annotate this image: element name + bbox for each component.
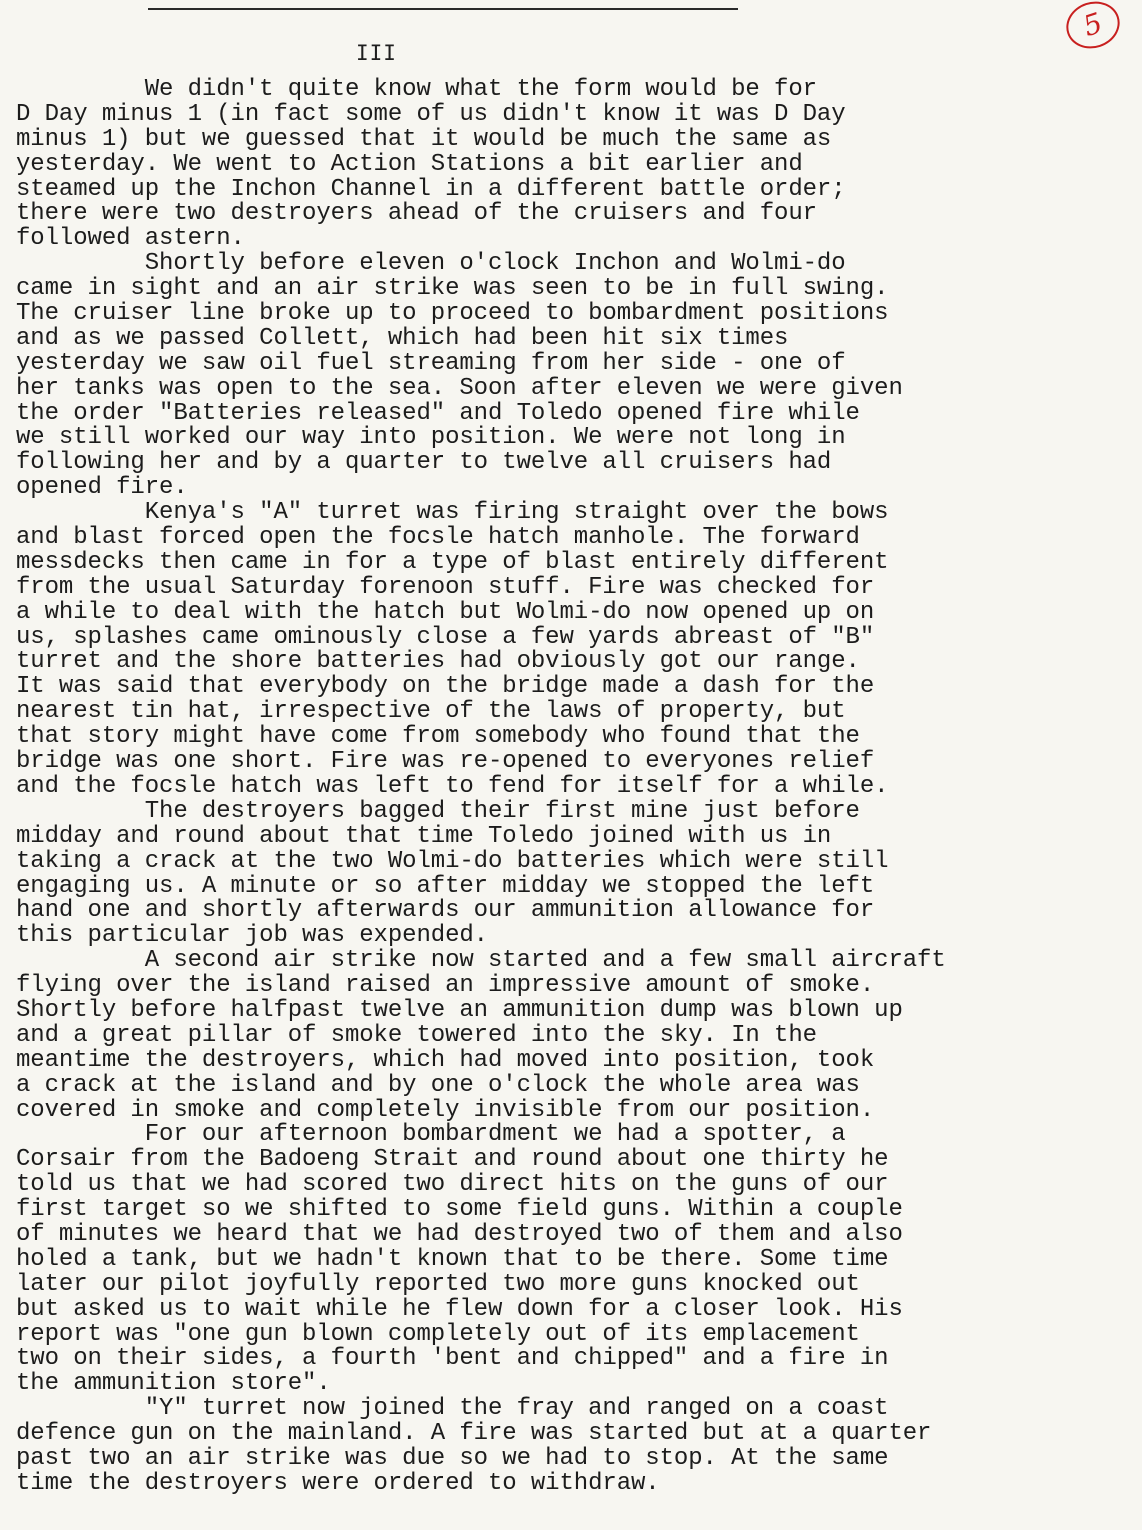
text-line: turret and the shore batteries had obviously got our range. bbox=[16, 648, 860, 676]
section-heading: III bbox=[356, 41, 397, 65]
text-line: and a great pillar of smoke towered into the sky. In the bbox=[16, 1021, 817, 1049]
text-line: We didn't quite know what the form would be for bbox=[16, 76, 817, 103]
text-line: and blast forced open the focsle hatch manhole. The forward bbox=[16, 524, 860, 552]
text-line: a while to deal with the hatch but Wolmi-do now opened up on bbox=[16, 598, 875, 626]
text-line: there were two destroyers ahead of the cruisers and four bbox=[16, 200, 817, 228]
text-line: bridge was one short. Fire was re-opened to everyones relief bbox=[16, 748, 875, 776]
text-line: us, splashes came ominously close a few yards abreast of "B" bbox=[16, 623, 875, 651]
text-line: from the usual Saturday forenoon stuff. Fire was checked for bbox=[16, 573, 875, 601]
text-line: the order "Batteries released" and Toledo opened fire while bbox=[16, 399, 860, 427]
text-line: Kenya's "A" turret was firing straight over the bows bbox=[16, 499, 889, 527]
text-line: covered in smoke and completely invisible from our position. bbox=[16, 1096, 875, 1124]
text-line: told us that we had scored two direct hits on the guns of our bbox=[16, 1171, 889, 1199]
text-line: yesterday we saw oil fuel streaming from her side - one of bbox=[16, 349, 846, 377]
text-line: messdecks then came in for a type of blast entirely different bbox=[16, 548, 889, 576]
text-line: this particular job was expended. bbox=[16, 922, 488, 950]
text-line: Shortly before eleven o'clock Inchon and Wolmi-do bbox=[16, 250, 846, 278]
text-line: later our pilot joyfully reported two more guns knocked out bbox=[16, 1270, 860, 1298]
text-line: but asked us to wait while he flew down for a closer look. His bbox=[16, 1295, 903, 1323]
text-line: came in sight and an air strike was seen to be in full swing. bbox=[16, 275, 889, 303]
text-line: flying over the island raised an impressive amount of smoke. bbox=[16, 972, 875, 1000]
text-line: yesterday. We went to Action Stations a bit earlier and bbox=[16, 150, 803, 178]
text-line: first target so we shifted to some field guns. Within a couple bbox=[16, 1196, 903, 1224]
text-line: a crack at the island and by one o'clock the whole area was bbox=[16, 1071, 860, 1099]
text-line: D Day minus 1 (in fact some of us didn't know it was D Day bbox=[16, 100, 846, 128]
text-line: taking a crack at the two Wolmi-do batteries which were still bbox=[16, 847, 889, 875]
text-line: midday and round about that time Toledo joined with us in bbox=[16, 822, 832, 850]
text-line: we still worked our way into position. We were not long in bbox=[16, 424, 846, 452]
text-line: that story might have come from somebody who found that the bbox=[16, 723, 860, 751]
text-line: and the focsle hatch was left to fend for itself for a while. bbox=[16, 772, 889, 800]
text-line: nearest tin hat, irrespective of the laws of property, but bbox=[16, 698, 846, 726]
text-line: two on their sides, a fourth 'bent and chipped" and a fire in bbox=[16, 1345, 889, 1373]
text-line: It was said that everybody on the bridge made a dash for the bbox=[16, 673, 875, 701]
text-line: Shortly before halfpast twelve an ammunition dump was blown up bbox=[16, 996, 903, 1024]
page-number-annotation: 5 bbox=[1060, 0, 1126, 55]
text-line: holed a tank, but we hadn't known that to be there. Some time bbox=[16, 1245, 889, 1273]
text-line: engaging us. A minute or so after midday we stopped the left bbox=[16, 872, 875, 900]
text-line: hand one and shortly afterwards our ammunition allowance for bbox=[16, 897, 875, 925]
text-line: Corsair from the Badoeng Strait and round about one thirty he bbox=[16, 1146, 889, 1174]
text-line: defence gun on the mainland. A fire was started but at a quarter bbox=[16, 1420, 932, 1448]
text-line: time the destroyers were ordered to withdraw. bbox=[16, 1469, 660, 1497]
top-rule-divider bbox=[148, 8, 738, 10]
text-line: A second air strike now started and a few small aircraft bbox=[16, 947, 946, 975]
text-line: opened fire. bbox=[16, 474, 188, 502]
text-line: and as we passed Collett, which had been hit six times bbox=[16, 324, 789, 352]
text-line: The cruiser line broke up to proceed to bombardment positions bbox=[16, 300, 889, 328]
text-line: meantime the destroyers, which had moved into position, took bbox=[16, 1046, 875, 1074]
text-line: steamed up the Inchon Channel in a different battle order; bbox=[16, 175, 846, 203]
text-line: of minutes we heard that we had destroyed two of them and also bbox=[16, 1220, 903, 1248]
text-line: followed astern. bbox=[16, 225, 245, 253]
text-line: For our afternoon bombardment we had a spotter, a bbox=[16, 1121, 846, 1149]
typed-body-text bbox=[16, 78, 1076, 1497]
text-line: report was "one gun blown completely out of its emplacement bbox=[16, 1320, 860, 1348]
text-line: The destroyers bagged their first mine just before bbox=[16, 797, 860, 825]
text-line: her tanks was open to the sea. Soon after eleven we were given bbox=[16, 374, 903, 402]
text-line: minus 1) but we guessed that it would be much the same as bbox=[16, 125, 832, 153]
text-line: "Y" turret now joined the fray and ranged on a coast bbox=[16, 1395, 889, 1423]
text-line: the ammunition store". bbox=[16, 1370, 331, 1398]
text-line: following her and by a quarter to twelve all cruisers had bbox=[16, 449, 832, 477]
text-line: past two an air strike was due so we had to stop. At the same bbox=[16, 1444, 889, 1472]
